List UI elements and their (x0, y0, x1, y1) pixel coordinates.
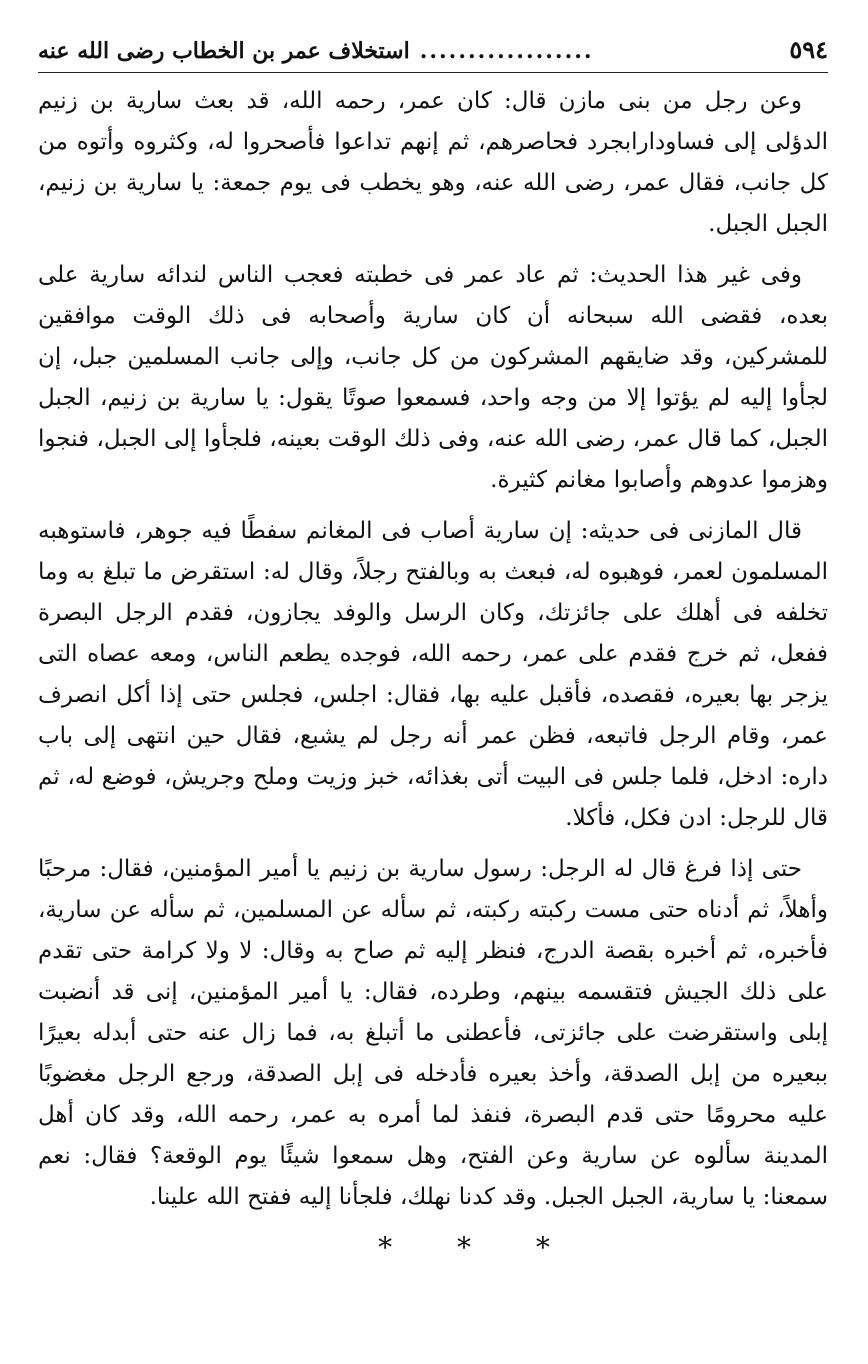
section-separator: * * * (378, 1231, 578, 1264)
paragraph-3: قال المازنى فى حديثه: إن سارية أصاب فى المغانم سفطًا فيه جوهر، فاستوهبه المسلمون لعمر، فوهبوه له، فبعث به وبالفتح رجلاً، وقال له: استقرض ما تبلغ به وما تخلفه فى أهلك على جائزتك، وكان الرسل والوفد يجازون، فقدم الرجل البصرة ففعل، ثم خرج فقدم على عمر، رحمه الله، فوجده يطعم الناس، ومعه عصاه التى يزجر بها بعيره، فقصده، فأقبل عليه بها، فقال: اجلس، فجلس حتى إذا أكل انصرف عمر، وقام الرجل فاتبعه، فظن عمر أنه رجل لم يشبع، فقال حين انتهى إلى باب داره: ادخل، فلما جلس فى البيت أتى بغذائه، خبز وزيت وملح وجريش، فوضع له، ثم قال للرجل: ادن فكل، فأكلا. (38, 518, 828, 831)
paragraph-2: وفى غير هذا الحديث: ثم عاد عمر فى خطبته فعجب الناس لندائه سارية على بعده، فقضى الله سبحانه أن كان سارية وأصحابه فى ذلك الوقت موافقين للمشركين، وقد ضايقهم المشركون من كل جانب، وإلى جانب المسلمين جبل، إن لجأوا إليه لم يؤتوا إلا من وجه واحد، فسمعوا صوتًا يقول: يا سارية بن زنيم، الجبل الجبل، كما قال عمر، رضى الله عنه، وفى ذلك الوقت بعينه، فلجأوا إلى الجبل، فنجوا وهزموا عدوهم وأصابوا مغانم كثيرة. (38, 262, 828, 493)
page-number: ٥٩٤ (789, 35, 828, 64)
body-text (38, 81, 828, 1218)
book-page (38, 30, 828, 1268)
chapter-title: استخلاف عمر بن الخطاب رضى الله عنه (38, 38, 410, 64)
running-header (38, 30, 828, 73)
paragraph-1: وعن رجل من بنى مازن قال: كان عمر، رحمه الله، قد بعث سارية بن زنيم الدؤلى إلى فساودارابجرد فحاصرهم، ثم إنهم تداعوا فأصحروا له، وكثروه وأتوه من كل جانب، فقال عمر، رضى الله عنه، وهو يخطب فى يوم جمعة: يا سارية بن زنيم، الجبل الجبل. (38, 88, 828, 237)
paragraph-4: حتى إذا فرغ قال له الرجل: رسول سارية بن زنيم يا أمير المؤمنين، فقال: مرحبًا وأهلاً، ثم أدناه حتى مست ركبته ركبته، ثم سأله عن المسلمين، ثم سأله عن سارية، فأخبره، ثم أخبره بقصة الدرج، فنظر إليه ثم صاح به وقال: لا ولا كرامة حتى تقدم على ذلك الجيش فتقسمه بينهم، وطرده، فقال: يا أمير المؤمنين، إنى قد أنضبت إبلى واستقرضت على جائزتى، فأعطنى ما أتبلغ به، فما زال عنه حتى أبدله بعيرًا ببعيره من إبل الصدقة، وأخذ بعيره فأدخله فى إبل الصدقة، ورجع الرجل مغضوبًا عليه محرومًا حتى قدم البصرة، فنفذ لما أمره به عمر، رحمه الله، وقد كان أهل المدينة سألوه عن سارية وعن الفتح، وهل سمعوا شيئًا يوم الوقعة؟ فقال: نعم سمعنا: يا سارية، الجبل الجبل. وقد كدنا نهلك، فلجأنا إليه ففتح الله علينا. (38, 856, 828, 1210)
header-leader-dots: .................. (419, 38, 594, 64)
